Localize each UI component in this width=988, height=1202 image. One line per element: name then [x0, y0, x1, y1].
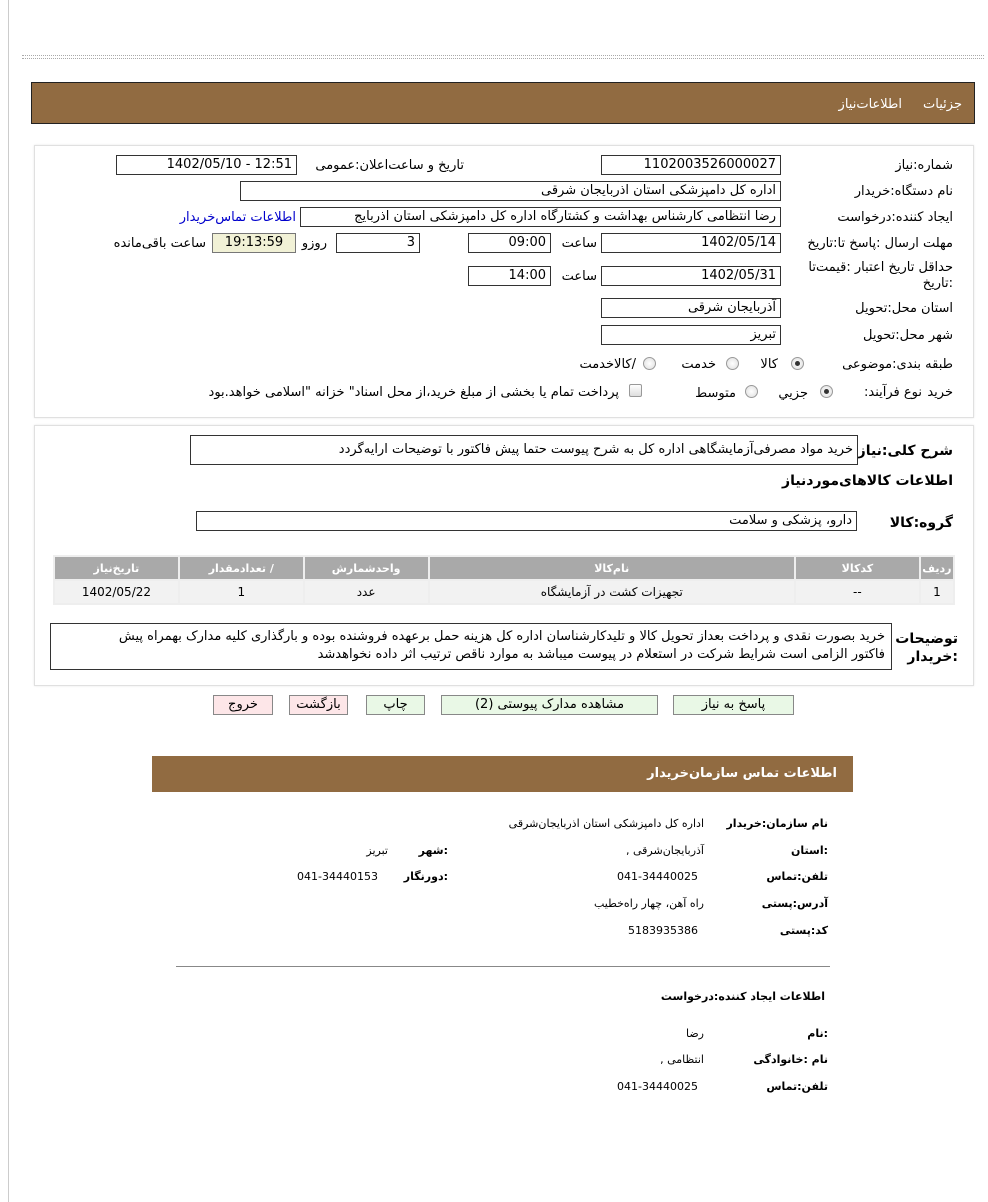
announce-field: 1402/05/10 - 12:51 — [116, 155, 297, 175]
contact-org-value: اداره کل دامپزشکی استان اذربایجان‌شرقی — [508, 817, 704, 830]
reply-button[interactable]: پاسخ به نیاز — [673, 695, 794, 715]
buyer-org-field: اداره کل دامپزشکی استان اذربایجان شرقی — [240, 181, 781, 201]
contact-phone-value: 041-34440025 — [617, 870, 698, 883]
creator-phone-value: 041-34440025 — [617, 1080, 698, 1093]
tab-details[interactable]: جزئیات — [923, 97, 962, 112]
col-row: ردیف — [921, 557, 953, 579]
contact-address-label: آدرس:پستی — [761, 897, 828, 910]
contact-postal-label: کد:پستی — [779, 924, 828, 937]
summary-field: خرید مواد مصرفی‌آزمایشگاهی اداره کل به شرح پیوست حتما پیش فاکتور با توضیحات ارایه‌گردد — [190, 435, 858, 465]
process-minor-radio[interactable] — [820, 385, 833, 398]
category-goods-label: کالا — [760, 357, 778, 372]
top-divider — [22, 55, 984, 59]
table-row — [55, 581, 953, 603]
contact-address-value: راه آهن، چهار راه‌خطیب — [593, 897, 704, 910]
creator-family-value: انتظامی , — [660, 1053, 704, 1066]
cell-row: 1 — [921, 581, 953, 603]
deadline-date-field: 1402/05/14 — [601, 233, 781, 253]
process-buy-label: خرید — [927, 385, 953, 400]
deadline-time-label: ساعت — [561, 236, 597, 251]
category-service-label: خدمت — [681, 357, 716, 372]
contact-phone-label: تلفن:تماس — [766, 870, 828, 883]
goods-group-field: دارو، پزشکی و سلامت — [196, 511, 857, 531]
days-field: 3 — [336, 233, 420, 253]
treasury-payment-label: پرداخت تمام یا بخشی از مبلغ خرید،از محل اسناد" خزانه "اسلامی خواهد.بود — [208, 385, 619, 400]
contact-title: اطلاعات تماس سازمان‌خریدار — [647, 766, 837, 781]
province-field: آذربایجان شرقی — [601, 298, 781, 318]
category-service-radio[interactable] — [726, 357, 739, 370]
buyer-notes-field — [50, 623, 892, 670]
validity-date-field: 1402/05/31 — [601, 266, 781, 286]
goods-table — [53, 555, 955, 605]
treasury-payment-checkbox[interactable] — [629, 384, 642, 397]
creator-phone-label: تلفن:تماس — [766, 1080, 828, 1093]
announce-label: تاریخ و ساعت‌اعلان:عمومی — [315, 158, 464, 173]
summary-label: شرح کلی:نیاز — [857, 443, 953, 459]
category-label: طبقه بندی:موضوعی — [842, 357, 953, 372]
need-number-field: 1102003526000027 — [601, 155, 781, 175]
creator-family-label: نام :خانوادگی — [753, 1053, 828, 1066]
print-button[interactable]: چاپ — [366, 695, 425, 715]
creator-label: ایجاد کننده:درخواست — [837, 210, 953, 225]
exit-button[interactable]: خروج — [213, 695, 273, 715]
contact-province-label: :استان — [791, 844, 828, 857]
category-goods-radio[interactable] — [791, 357, 804, 370]
col-date: تاریخ‌نیاز — [55, 557, 178, 579]
process-minor-label: جزيي — [778, 386, 808, 401]
contact-fax-value: 041-34440153 — [297, 870, 378, 883]
buyer-org-label: نام دستگاه:خریدار — [854, 184, 953, 199]
back-button[interactable]: بازگشت — [289, 695, 348, 715]
validity-time-field: 14:00 — [468, 266, 551, 286]
goods-table-header — [55, 557, 953, 579]
city-field: تبریز — [601, 325, 781, 345]
process-label: نوع فرآیند: — [864, 385, 922, 400]
process-medium-radio[interactable] — [745, 385, 758, 398]
cell-date: 1402/05/22 — [55, 581, 178, 603]
contact-org-label: نام سازمان:خریدار — [726, 817, 828, 830]
creator-info-heading: اطلاعات ایجاد کننده:درخواست — [660, 990, 825, 1003]
buyer-contact-link[interactable]: اطلاعات تماس‌خریدار — [179, 210, 296, 225]
need-number-label: شماره:نیاز — [895, 158, 953, 173]
contact-title-bar — [152, 756, 853, 792]
contact-divider — [176, 966, 830, 967]
cell-unit: عدد — [305, 581, 428, 603]
cell-name: تجهیزات کشت در آزمایشگاه — [430, 581, 794, 603]
buyer-notes-label-2: :خریدار — [907, 649, 958, 665]
col-name: نام‌کالا — [430, 557, 794, 579]
deadline-label: مهلت ارسال :پاسخ تا:تاریخ — [807, 236, 953, 251]
cell-qty: 1 — [180, 581, 303, 603]
buyer-notes-line-1: خرید بصورت نقدی و پرداخت بعداز تحویل کالا و تلیدکارشناسان اداره کل هزینه حمل برعهده فروشنده بوده و بارگذاری کلیه مدارک بهمراه پیش — [118, 629, 885, 644]
buyer-notes-line-2: فاکتور الزامی است شرایط شرکت در استعلام در پیوست میباشد به موارد ناقص ترتیب اثر داده نخواهدشد — [317, 647, 885, 662]
contact-city-value: تبریز — [366, 844, 388, 857]
cell-code: -- — [796, 581, 919, 603]
page-left-border — [8, 0, 9, 1202]
process-medium-label: متوسط — [695, 386, 736, 401]
days-label: روزو — [301, 236, 327, 251]
creator-name-label: :نام — [807, 1027, 828, 1040]
col-qty: / تعدادمقدار — [180, 557, 303, 579]
view-attachments-button[interactable]: مشاهده مدارک پیوستی (2) — [441, 695, 658, 715]
deadline-time-field: 09:00 — [468, 233, 551, 253]
creator-field: رضا انتظامی کارشناس بهداشت و کشتارگاه اداره کل دامپزشکی استان اذربایج — [300, 207, 781, 227]
contact-fax-label: :دورنگار — [403, 870, 448, 883]
contact-province-value: آذربایجان‌شرقی , — [626, 844, 704, 857]
contact-city-label: :شهر — [418, 844, 448, 857]
remaining-timer: 19:13:59 — [212, 233, 296, 253]
page-title-bar — [31, 82, 975, 124]
city-label: شهر محل:تحویل — [863, 328, 953, 343]
category-both-radio[interactable] — [643, 357, 656, 370]
validity-time-label: ساعت — [561, 269, 597, 284]
validity-label: حداقل تاریخ اعتبار :قیمت‌تا :تاریخ — [808, 260, 953, 291]
contact-postal-value: 5183935386 — [628, 924, 698, 937]
creator-name-value: رضا — [685, 1027, 704, 1040]
province-label: استان محل:تحویل — [855, 301, 953, 316]
col-unit: واحدشمارش — [305, 557, 428, 579]
buyer-notes-label-1: توضیحات — [895, 631, 958, 647]
goods-group-label: گروه:کالا — [889, 515, 953, 531]
col-code: کدکالا — [796, 557, 919, 579]
remaining-label: ساعت باقی‌مانده — [113, 236, 206, 251]
category-both-label: /کالاخدمت — [579, 357, 636, 372]
goods-heading: اطلاعات کالاهای‌موردنیاز — [782, 473, 953, 489]
tab-need-info[interactable]: اطلاعات‌نیاز — [838, 97, 902, 112]
